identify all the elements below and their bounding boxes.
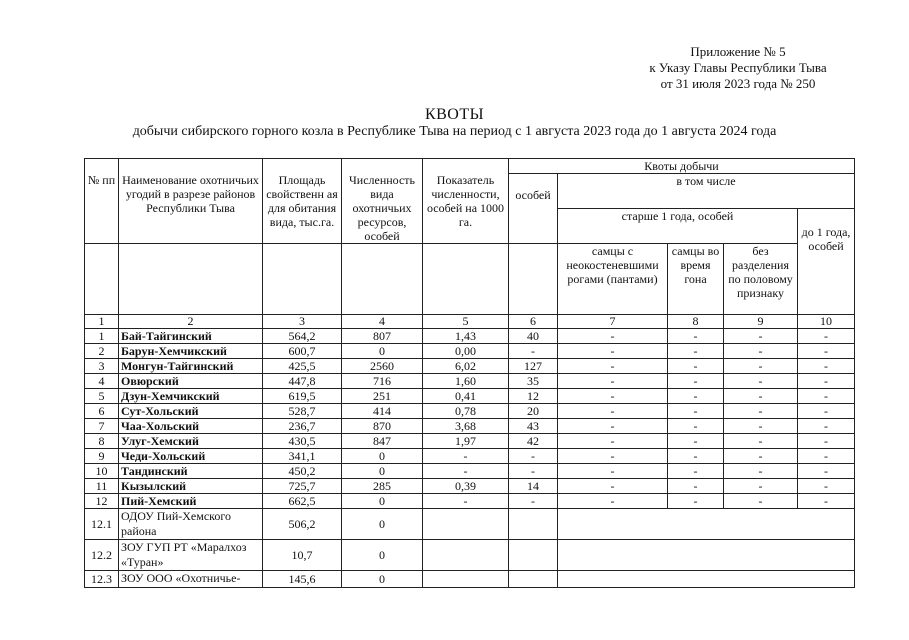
district-name: Тандинский xyxy=(119,464,263,479)
column-number: 3 xyxy=(263,315,342,329)
density-value: 0,39 xyxy=(423,479,509,494)
under-1y-value: - xyxy=(798,494,855,509)
area-value: 662,5 xyxy=(263,494,342,509)
males-unossified-value: - xyxy=(558,344,668,359)
males-rut-value: - xyxy=(668,494,724,509)
males-unossified-value: - xyxy=(558,494,668,509)
density-value: 3,68 xyxy=(423,419,509,434)
males-rut-value: - xyxy=(668,464,724,479)
under-1y-value: - xyxy=(798,464,855,479)
males-unossified-value: - xyxy=(558,479,668,494)
quota-table xyxy=(84,158,855,588)
row-number: 1 xyxy=(85,329,119,344)
district-name: Бай-Тайгинский xyxy=(119,329,263,344)
area-value: 619,5 xyxy=(263,389,342,404)
individuals-value: - xyxy=(509,449,558,464)
under-1y-value: - xyxy=(798,344,855,359)
under-1y-value: - xyxy=(798,449,855,464)
subrow-empty xyxy=(509,571,558,588)
males-rut-value: - xyxy=(668,404,724,419)
header-num: № пп xyxy=(85,159,119,244)
header-population: Численность вида охотничьих ресурсов, особей xyxy=(342,159,423,244)
subrow-name: ЗОУ ООО «Охотничье- xyxy=(119,571,263,588)
header-under-1y: до 1 года, особей xyxy=(798,209,855,315)
population-value: 414 xyxy=(342,404,423,419)
no-sex-division-value: - xyxy=(724,449,798,464)
table-row xyxy=(85,374,855,389)
area-value: 430,5 xyxy=(263,434,342,449)
table-row xyxy=(85,359,855,374)
table-row xyxy=(85,464,855,479)
density-value: 6,02 xyxy=(423,359,509,374)
table-subrow xyxy=(85,540,855,571)
area-value: 425,5 xyxy=(263,359,342,374)
subrow-empty xyxy=(509,540,558,571)
population-value: 716 xyxy=(342,374,423,389)
subrow-area: 10,7 xyxy=(263,540,342,571)
row-number: 11 xyxy=(85,479,119,494)
individuals-value: 35 xyxy=(509,374,558,389)
population-value: 285 xyxy=(342,479,423,494)
subrow-empty xyxy=(423,571,509,588)
subrow-empty xyxy=(558,540,855,571)
column-number: 10 xyxy=(798,315,855,329)
table-row xyxy=(85,494,855,509)
header-including: в том числе xyxy=(558,174,855,209)
subrow-empty xyxy=(558,509,855,540)
row-number: 5 xyxy=(85,389,119,404)
annex-block xyxy=(598,44,878,92)
subrow-area: 506,2 xyxy=(263,509,342,540)
header-spacer-1 xyxy=(85,244,119,315)
subrow-name: ЗОУ ГУП РТ «Маралхоз «Туран» xyxy=(119,540,263,571)
density-value: 0,41 xyxy=(423,389,509,404)
header-name: Наименование охотничьих угодий в разрезе районов Республики Тыва xyxy=(119,159,263,244)
subrow-number: 12.1 xyxy=(85,509,119,540)
individuals-value: 20 xyxy=(509,404,558,419)
individuals-value: 127 xyxy=(509,359,558,374)
population-value: 0 xyxy=(342,344,423,359)
table-row xyxy=(85,434,855,449)
table-row xyxy=(85,344,855,359)
district-name: Чаа-Хольский xyxy=(119,419,263,434)
no-sex-division-value: - xyxy=(724,404,798,419)
header-quota-group: Квоты добычи xyxy=(509,159,855,174)
header-spacer-2 xyxy=(119,244,263,315)
header-spacer-5 xyxy=(423,244,509,315)
column-number: 8 xyxy=(668,315,724,329)
header-density: Показатель численности, особей на 1000 га. xyxy=(423,159,509,244)
header-males-rut: самцы во время гона xyxy=(668,244,724,315)
header-area: Площадь свойственн ая для обитания вида, тыс.га. xyxy=(263,159,342,244)
subrow-number: 12.3 xyxy=(85,571,119,588)
population-value: 807 xyxy=(342,329,423,344)
individuals-value: 43 xyxy=(509,419,558,434)
table-row xyxy=(85,449,855,464)
density-value: 1,43 xyxy=(423,329,509,344)
header-spacer-3 xyxy=(263,244,342,315)
males-rut-value: - xyxy=(668,359,724,374)
district-name: Сут-Хольский xyxy=(119,404,263,419)
individuals-value: 14 xyxy=(509,479,558,494)
density-value: - xyxy=(423,449,509,464)
individuals-value: 42 xyxy=(509,434,558,449)
header-individuals: особей xyxy=(509,174,558,244)
subrow-empty xyxy=(423,540,509,571)
density-value: 1,97 xyxy=(423,434,509,449)
males-unossified-value: - xyxy=(558,404,668,419)
no-sex-division-value: - xyxy=(724,344,798,359)
no-sex-division-value: - xyxy=(724,374,798,389)
density-value: - xyxy=(423,464,509,479)
under-1y-value: - xyxy=(798,479,855,494)
row-number: 10 xyxy=(85,464,119,479)
under-1y-value: - xyxy=(798,434,855,449)
no-sex-division-value: - xyxy=(724,464,798,479)
no-sex-division-value: - xyxy=(724,434,798,449)
under-1y-value: - xyxy=(798,329,855,344)
district-name: Чеди-Хольский xyxy=(119,449,263,464)
population-value: 870 xyxy=(342,419,423,434)
subrow-area: 145,6 xyxy=(263,571,342,588)
males-rut-value: - xyxy=(668,344,724,359)
column-number: 5 xyxy=(423,315,509,329)
annex-line-3: от 31 июля 2023 года № 250 xyxy=(660,76,816,91)
individuals-value: - xyxy=(509,464,558,479)
subrow-empty xyxy=(423,509,509,540)
row-number: 7 xyxy=(85,419,119,434)
density-value: 0,00 xyxy=(423,344,509,359)
area-value: 600,7 xyxy=(263,344,342,359)
no-sex-division-value: - xyxy=(724,329,798,344)
males-rut-value: - xyxy=(668,449,724,464)
individuals-value: - xyxy=(509,494,558,509)
individuals-value: 12 xyxy=(509,389,558,404)
males-rut-value: - xyxy=(668,479,724,494)
area-value: 528,7 xyxy=(263,404,342,419)
column-number-row xyxy=(85,315,855,329)
males-unossified-value: - xyxy=(558,419,668,434)
table-row xyxy=(85,389,855,404)
subrow-name: ОДОУ Пий-Хемского района xyxy=(119,509,263,540)
under-1y-value: - xyxy=(798,404,855,419)
population-value: 0 xyxy=(342,464,423,479)
subrow-population: 0 xyxy=(342,540,423,571)
table-row xyxy=(85,329,855,344)
column-number: 4 xyxy=(342,315,423,329)
table-row xyxy=(85,404,855,419)
males-rut-value: - xyxy=(668,374,724,389)
header-older-1y: старше 1 года, особей xyxy=(558,209,798,244)
population-value: 847 xyxy=(342,434,423,449)
row-number: 9 xyxy=(85,449,119,464)
row-number: 3 xyxy=(85,359,119,374)
area-value: 725,7 xyxy=(263,479,342,494)
district-name: Барун-Хемчикский xyxy=(119,344,263,359)
no-sex-division-value: - xyxy=(724,419,798,434)
area-value: 236,7 xyxy=(263,419,342,434)
district-name: Кызылский xyxy=(119,479,263,494)
males-unossified-value: - xyxy=(558,374,668,389)
no-sex-division-value: - xyxy=(724,359,798,374)
no-sex-division-value: - xyxy=(724,479,798,494)
no-sex-division-value: - xyxy=(724,494,798,509)
row-number: 8 xyxy=(85,434,119,449)
row-number: 6 xyxy=(85,404,119,419)
males-rut-value: - xyxy=(668,329,724,344)
document-title: КВОТЫ xyxy=(424,106,485,123)
males-unossified-value: - xyxy=(558,464,668,479)
under-1y-value: - xyxy=(798,419,855,434)
table-row xyxy=(85,419,855,434)
row-number: 12 xyxy=(85,494,119,509)
district-name: Улуг-Хемский xyxy=(119,434,263,449)
area-value: 564,2 xyxy=(263,329,342,344)
density-value: - xyxy=(423,494,509,509)
document-subtitle: добычи сибирского горного козла в Республике Тыва на период с 1 августа 2023 года до 1 августа 2024 года xyxy=(132,124,777,139)
table-subrow xyxy=(85,509,855,540)
annex-line-1: Приложение № 5 xyxy=(690,44,786,59)
males-unossified-value: - xyxy=(558,359,668,374)
males-unossified-value: - xyxy=(558,449,668,464)
males-rut-value: - xyxy=(668,389,724,404)
population-value: 2560 xyxy=(342,359,423,374)
individuals-value: 40 xyxy=(509,329,558,344)
column-number: 7 xyxy=(558,315,668,329)
subrow-number: 12.2 xyxy=(85,540,119,571)
district-name: Овюрский xyxy=(119,374,263,389)
under-1y-value: - xyxy=(798,389,855,404)
area-value: 341,1 xyxy=(263,449,342,464)
column-number: 9 xyxy=(724,315,798,329)
males-rut-value: - xyxy=(668,419,724,434)
no-sex-division-value: - xyxy=(724,389,798,404)
row-number: 2 xyxy=(85,344,119,359)
table-row xyxy=(85,479,855,494)
header-spacer-6 xyxy=(509,244,558,315)
subrow-empty xyxy=(509,509,558,540)
density-value: 0,78 xyxy=(423,404,509,419)
subrow-population: 0 xyxy=(342,571,423,588)
males-unossified-value: - xyxy=(558,434,668,449)
header-males-unossified: самцы с неокостеневшими рогами (пантами) xyxy=(558,244,668,315)
males-rut-value: - xyxy=(668,434,724,449)
individuals-value: - xyxy=(509,344,558,359)
column-number: 1 xyxy=(85,315,119,329)
header-no-sex-division: без разделения по половому признаку xyxy=(724,244,798,315)
district-name: Пий-Хемский xyxy=(119,494,263,509)
column-number: 6 xyxy=(509,315,558,329)
district-name: Монгун-Тайгинский xyxy=(119,359,263,374)
population-value: 0 xyxy=(342,494,423,509)
subrow-population: 0 xyxy=(342,509,423,540)
males-unossified-value: - xyxy=(558,389,668,404)
population-value: 0 xyxy=(342,449,423,464)
area-value: 450,2 xyxy=(263,464,342,479)
subrow-empty xyxy=(558,571,855,588)
under-1y-value: - xyxy=(798,374,855,389)
population-value: 251 xyxy=(342,389,423,404)
area-value: 447,8 xyxy=(263,374,342,389)
header-spacer-4 xyxy=(342,244,423,315)
density-value: 1,60 xyxy=(423,374,509,389)
table-subrow xyxy=(85,571,855,588)
district-name: Дзун-Хемчикский xyxy=(119,389,263,404)
males-unossified-value: - xyxy=(558,329,668,344)
column-number: 2 xyxy=(119,315,263,329)
under-1y-value: - xyxy=(798,359,855,374)
row-number: 4 xyxy=(85,374,119,389)
annex-line-2: к Указу Главы Республики Тыва xyxy=(649,60,827,75)
